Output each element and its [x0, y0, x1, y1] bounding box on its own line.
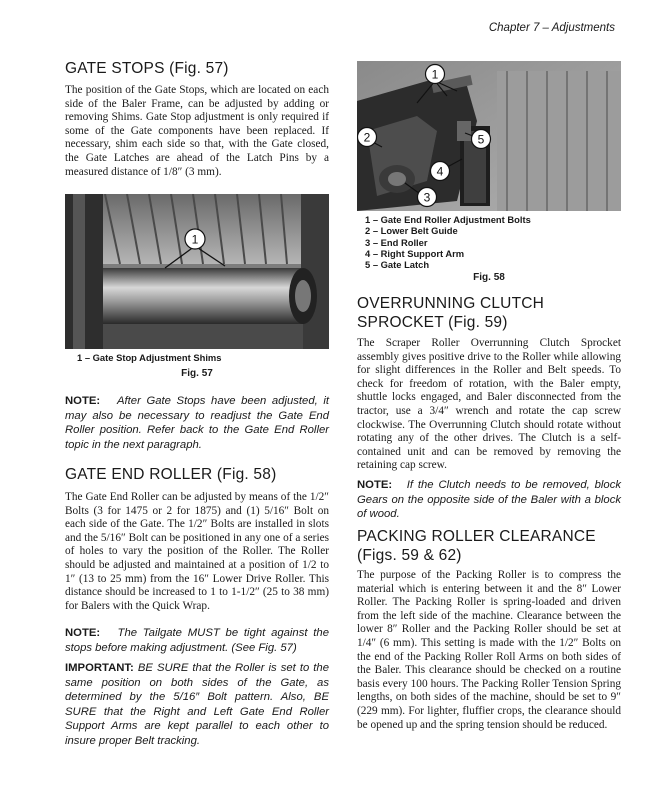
- gate-stops-heading: GATE STOPS (Fig. 57): [65, 60, 229, 77]
- fig57-callout-1: 1: [191, 232, 199, 247]
- fig58-callout-2: 2: [363, 130, 371, 145]
- note-tailgate: [65, 626, 329, 655]
- note-label: NOTE:: [65, 627, 101, 639]
- fig58-legend-item: 5 – Gate Latch: [365, 259, 430, 271]
- packing-body: The purpose of the Packing Roller is to compress the material which is entering between it and the 8″ Lower Roller. The Packing Roller is spring-loaded and driven from the left side of the machine. Clearance between the lower 8″ Roller and the Packing Roller should be set at 1/4″ (6 mm). This setting is made with the 1/2″ Bolts on the end of the Packing Roller Roll Arms on both sides of the Baler. This clearance should be checked on a routine basis every 100 hours. The Packing Roller Tension Spring lengths, on both sides of the machine, should be set to 9″ (229 mm). For lighter, fluffier crops, the clearance should be opened up and the spring tension should be reduced.: [357, 569, 621, 731]
- fig58-label: Fig. 58: [473, 272, 505, 283]
- packing-heading: [357, 527, 596, 565]
- fig58-legend-item: 1 – Gate End Roller Adjustment Bolts: [365, 214, 531, 225]
- fig58-legend-item: 2 – Lower Belt Guide: [365, 225, 458, 237]
- fig57-label: Fig. 57: [181, 368, 213, 379]
- note-label: NOTE:: [357, 479, 393, 491]
- fig58-callout-4: 4: [436, 164, 444, 179]
- clutch-body: The Scraper Roller Overrunning Clutch Sprocket assembly gives positive drive to the Roller while allowing for slight differences in the Roller and Belt speeds. To check for freedom of rotation, with the Baler empty, shuttle locks engaged, and Baler disconnected from the tractor, use a 3/4″ wrench and rotate the cap screw clockwise. The Overrunning Clutch should rotate without rotating any of the other drives. The Clutch is a self-contained unit and can be removed by removing the retaining cap screw.: [357, 337, 621, 472]
- note-text: The Tailgate MUST be tight against the stops before making adjustment. (See Fig. 57): [65, 627, 329, 654]
- fig58-legend-item: 4 – Right Support Arm: [365, 247, 465, 259]
- clutch-heading-line2: SPROCKET (Fig. 59): [357, 314, 508, 331]
- fig57-illustration: [65, 194, 329, 349]
- fig58-photo: [357, 61, 621, 211]
- note-clutch: [357, 478, 621, 522]
- important-text: BE SURE that the Roller is set to the same position on both sides of the Gate, as determined by the 5/16″ Bolt pattern. Also, BE SURE that the Right and Left Gate End Roller Support Arms are kept parallel to each other to insure proper Belt tracking.: [65, 662, 329, 747]
- fig58-legend-item: 3 – End Roller: [365, 236, 428, 248]
- clutch-heading-line1: OVERRUNNING CLUTCH: [357, 295, 545, 312]
- note-text: After Gate Stops have been adjusted, it may also be necessary to readjust the Gate End Roller position. Refer back to the Gate End Roller topic in the next paragraph.: [65, 395, 329, 451]
- fig58-illustration: [357, 61, 621, 211]
- fig58-callout-5: 5: [477, 132, 485, 147]
- gate-stops-body: The position of the Gate Stops, which are located on each side of the Baler Frame, can be adjusted by adding or removing Shims. Gate Stop adjustment is only required if some of the Gate components have been replaced. If necessary, shim each side so that, with the Gate closed, the Gate Latches are ahead of the Latch Pins by a measured distance of 1/8″ (3 mm).: [65, 84, 329, 178]
- fig58-legend: [365, 214, 531, 270]
- fig58-callout-3: 3: [423, 190, 431, 205]
- fig57-caption: 1 – Gate Stop Adjustment Shims: [77, 352, 222, 363]
- packing-heading-line1: PACKING ROLLER CLEARANCE: [357, 528, 596, 545]
- fig58-callout-1: 1: [431, 67, 439, 82]
- fig57-photo: [65, 194, 329, 349]
- packing-heading-line2: (Figs. 59 & 62): [357, 547, 462, 564]
- gate-end-roller-heading: GATE END ROLLER (Fig. 58): [65, 466, 277, 483]
- clutch-heading: [357, 294, 544, 332]
- important-note: [65, 661, 329, 748]
- important-label: IMPORTANT:: [65, 662, 134, 674]
- note-text: If the Clutch needs to be removed, block Gears on the opposite side of the Baler with a block of wood.: [357, 479, 622, 520]
- note-gate-stops: [65, 394, 329, 452]
- chapter-header: Chapter 7 – Adjustments: [488, 22, 615, 34]
- gate-end-roller-body: The Gate End Roller can be adjusted by means of the 1/2″ Bolts (3 for 1475 or 2 for 1875) and (1) 5/16″ Bolt on each side of the Gate. The 1/2″ Bolts are installed in slots and the 5/16″ Bolt can be positioned in any one of a series of holes to vary the position of the Roller. The Roller should be adjusted and maintained at a position of 1/2 to 1″ (13 to 25 mm) from the 16″ Lower Drive Roller. This distance should be increased to 1 to 1-1/2″ (25 to 38 mm) for Balers with the Quick Wrap.: [65, 491, 329, 612]
- note-label: NOTE:: [65, 395, 101, 407]
